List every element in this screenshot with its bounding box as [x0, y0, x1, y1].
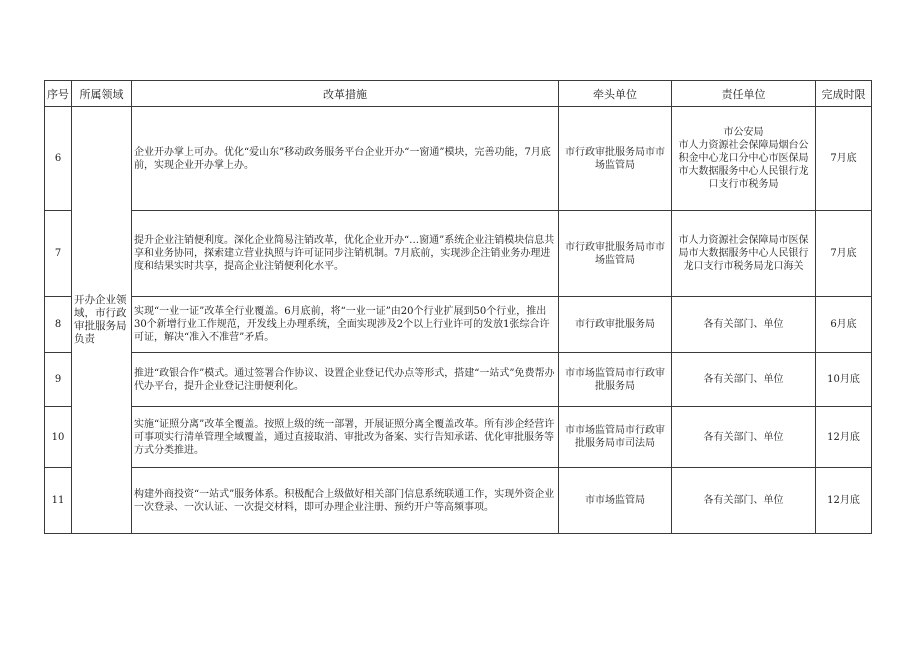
- table-row: [45, 353, 872, 407]
- lead-unit-cell: 市市场监管局: [559, 468, 672, 534]
- responsible-unit-cell: 各有关部门、单位: [672, 407, 816, 468]
- responsible-unit-cell: 市公安局 市人力资源社会保障局烟台公积金中心龙口分中心市医保局市大数据服务中心人民银行龙口支行市税务局: [672, 107, 816, 211]
- lead-unit-cell: 市行政审批服务局市市场监管局: [559, 211, 672, 297]
- responsible-unit-cell: 各有关部门、单位: [672, 468, 816, 534]
- responsible-unit-cell: 各有关部门、单位: [672, 353, 816, 407]
- header-responsible-unit: 责任单位: [672, 81, 816, 107]
- lead-unit-cell: 市市场监管局市行政审批服务局市司法局: [559, 407, 672, 468]
- table-row: [45, 407, 872, 468]
- row-no: 11: [45, 468, 72, 534]
- deadline-cell: 7月底: [816, 107, 872, 211]
- measure-cell: 推进“政银合作”模式。通过签署合作协议、设置企业登记代办点等形式，搭建“一站式”免费帮办代办平台，提升企业登记注册便利化。: [132, 353, 559, 407]
- table-row: [45, 107, 872, 211]
- deadline-cell: 6月底: [816, 297, 872, 353]
- row-no: 6: [45, 107, 72, 211]
- header-measure: 改革措施: [132, 81, 559, 107]
- table-row: [45, 468, 872, 534]
- header-no: 序号: [45, 81, 72, 107]
- reform-measures-table: [44, 80, 872, 534]
- lead-unit-cell: 市行政审批服务局: [559, 297, 672, 353]
- deadline-cell: 10月底: [816, 353, 872, 407]
- row-no: 7: [45, 211, 72, 297]
- header-lead-unit: 牵头单位: [559, 81, 672, 107]
- table-header-row: [45, 81, 872, 107]
- domain-label: 开办企业领域，市行政审批服务局负责: [74, 294, 127, 345]
- deadline-cell: 7月底: [816, 211, 872, 297]
- row-no: 9: [45, 353, 72, 407]
- header-deadline: 完成时限: [816, 81, 872, 107]
- measure-cell: 实施“证照分离”改革全覆盖。按照上级的统一部署，开展证照分离全覆盖改革。所有涉企经营许可事项实行清单管理全域覆盖，通过直接取消、审批改为备案、实行告知承诺、优化审批服务等方式分类推进。: [132, 407, 559, 468]
- row-no: 10: [45, 407, 72, 468]
- row-no: 8: [45, 297, 72, 353]
- deadline-cell: 12月底: [816, 407, 872, 468]
- measure-cell: 企业开办掌上可办。优化“爱山东”移动政务服务平台企业开办“一窗通”模块，完善功能，7月底前，实现企业开办掌上办。: [132, 107, 559, 211]
- measure-cell: 实现“一业一证”改革全行业覆盖。6月底前，将“一业一证”由20个行业扩展到50个行业，推出30个新增行业工作规范，开发线上办理系统，全面实现涉及2个以上行业许可的发放1张综合许可证，解决“准入不准营”矛盾。: [132, 297, 559, 353]
- measure-cell: 构建外商投资“一站式”服务体系。积极配合上级做好相关部门信息系统联通工作，实现外资企业一次登录、一次认证、一次提交材料，即可办理企业注册、预约开户等高频事项。: [132, 468, 559, 534]
- deadline-cell: 12月底: [816, 468, 872, 534]
- domain-cell: [72, 107, 132, 534]
- table-row: [45, 297, 872, 353]
- measure-cell: 提升企业注销便利度。深化企业简易注销改革，优化企业开办“…窗通”系统企业注销模块信息共享和业务协同，探索建立营业执照与许可证同步注销机制。7月底前，实现涉企注销业务办理进度和结果实时共享，提高企业注销便利化水平。: [132, 211, 559, 297]
- header-domain: 所属领域: [72, 81, 132, 107]
- responsible-unit-cell: 市人力资源社会保障局市医保局市大数据服务中心人民银行龙口支行市税务局龙口海关: [672, 211, 816, 297]
- table-row: [45, 211, 872, 297]
- responsible-unit-cell: 各有关部门、单位: [672, 297, 816, 353]
- lead-unit-cell: 市市场监管局市行政审批服务局: [559, 353, 672, 407]
- lead-unit-cell: 市行政审批服务局市市场监管局: [559, 107, 672, 211]
